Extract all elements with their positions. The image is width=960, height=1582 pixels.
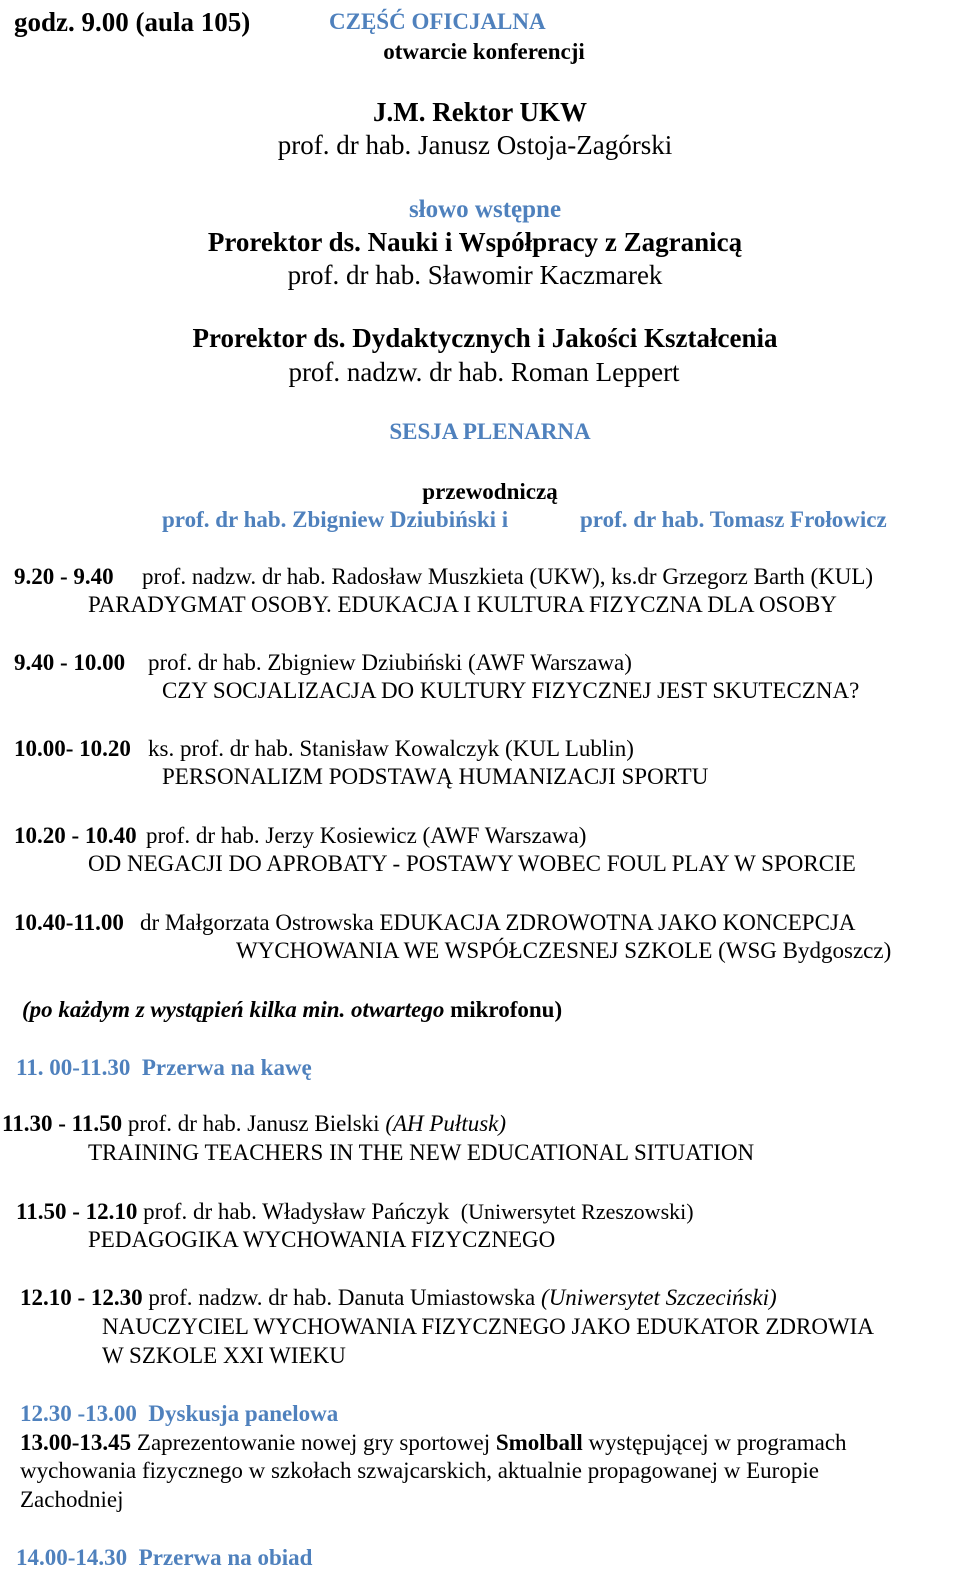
prorector2-name: prof. nadzw. dr hab. Roman Leppert bbox=[288, 357, 680, 387]
talk-time: 9.20 - 9.40 bbox=[14, 564, 114, 589]
talk-title: WYCHOWANIA WE WSPÓŁCZESNEJ SZKOLE (WSG Bydgoszcz) bbox=[236, 938, 892, 963]
talk-title: PERSONALIZM PODSTAWĄ HUMANIZACJI SPORTU bbox=[162, 764, 709, 789]
talk-affiliation: (Uniwersytet Rzeszowski) bbox=[460, 1199, 694, 1224]
smolball-time: 13.00-13.45 bbox=[20, 1430, 132, 1455]
talk-time: 11.30 - 11.50 bbox=[2, 1111, 123, 1136]
talk-title: OD NEGACJI DO APROBATY - POSTAWY WOBEC FOUL PLAY W SPORCIE bbox=[88, 851, 856, 876]
talk-speaker: prof. dr hab. Władysław Pańczyk bbox=[143, 1199, 450, 1224]
lunch-break bbox=[16, 1544, 312, 1572]
lunch-label: Przerwa na obiad bbox=[138, 1545, 313, 1570]
talk-time: 11.50 - 12.10 bbox=[16, 1199, 138, 1224]
rector-title: J.M. Rektor UKW bbox=[373, 97, 587, 127]
talk-title: PARADYGMAT OSOBY. EDUKACJA I KULTURA FIZYCZNA DLA OSOBY bbox=[88, 592, 837, 617]
talk-title: PEDAGOGIKA WYCHOWANIA FIZYCZNEGO bbox=[88, 1227, 556, 1252]
talk-speaker: prof. nadzw. dr hab. Radosław Muszkieta (UKW), ks.dr Grzegorz Barth (KUL) bbox=[142, 564, 874, 589]
talk-title: TRAINING TEACHERS IN THE NEW EDUCATIONAL SITUATION bbox=[88, 1140, 755, 1165]
smolball-text-end: występującej w programach bbox=[582, 1430, 847, 1455]
prorector2-title: Prorektor ds. Dydaktycznych i Jakości Kształcenia bbox=[192, 323, 778, 353]
panel-discussion bbox=[20, 1400, 338, 1428]
panel-time: 12.30 -13.00 bbox=[20, 1401, 137, 1426]
talk-speaker-line bbox=[16, 1198, 694, 1226]
talk-speaker: prof. dr hab. Zbigniew Dziubiński (AWF Warszawa) bbox=[148, 650, 632, 675]
note-normal: mikrofonu) bbox=[444, 997, 563, 1022]
talk-speaker: prof. dr hab. Jerzy Kosiewicz (AWF Warszawa) bbox=[146, 823, 587, 848]
note-italic: (po każdym z wystąpień kilka min. otwartego bbox=[22, 997, 445, 1022]
opening-time: godz. 9.00 (aula 105) bbox=[14, 7, 251, 37]
talk-speaker: dr Małgorzata Ostrowska EDUKACJA ZDROWOTNA JAKO KONCEPCJA bbox=[140, 910, 856, 935]
panel-label: Dyskusja panelowa bbox=[148, 1401, 339, 1426]
intro-heading: słowo wstępne bbox=[408, 196, 562, 223]
talk-speaker-line bbox=[2, 1110, 506, 1138]
microphone-note bbox=[22, 996, 562, 1024]
smolball-text: Zaprezentowanie nowej gry sportowej bbox=[131, 1430, 496, 1455]
talk-time: 10.40-11.00 bbox=[14, 910, 124, 935]
rector-name: prof. dr hab. Janusz Ostoja-Zagórski bbox=[277, 130, 673, 160]
prorector1-name: prof. dr hab. Sławomir Kaczmarek bbox=[287, 260, 663, 290]
opening-subheading: otwarcie konferencji bbox=[383, 39, 585, 64]
talk-affiliation: (AH Pułtusk) bbox=[385, 1111, 507, 1136]
official-part-heading: CZĘŚĆ OFICJALNA bbox=[329, 9, 546, 34]
talk-time: 10.20 - 10.40 bbox=[14, 823, 137, 848]
chair-1: prof. dr hab. Zbigniew Dziubiński i bbox=[162, 507, 509, 532]
coffee-break bbox=[16, 1054, 312, 1082]
talk-speaker: prof. nadzw. dr hab. Danuta Umiastowska bbox=[148, 1285, 536, 1310]
talk-time: 10.00- 10.20 bbox=[14, 736, 131, 761]
talk-speaker-line bbox=[20, 1284, 777, 1312]
plenary-heading: SESJA PLENARNA bbox=[389, 419, 591, 444]
talk-speaker: prof. dr hab. Janusz Bielski bbox=[127, 1111, 380, 1136]
talk-affiliation: (Uniwersytet Szczeciński) bbox=[541, 1285, 777, 1310]
break-time: 11. 00-11.30 bbox=[16, 1055, 131, 1080]
smolball-name: Smolball bbox=[495, 1430, 583, 1455]
talk-time: 9.40 - 10.00 bbox=[14, 650, 126, 675]
talk-speaker: ks. prof. dr hab. Stanisław Kowalczyk (KUL Lublin) bbox=[148, 736, 634, 761]
lunch-time: 14.00-14.30 bbox=[16, 1545, 128, 1570]
smolball-line bbox=[20, 1429, 847, 1457]
smolball-line-3: Zachodniej bbox=[20, 1487, 124, 1512]
talk-title: CZY SOCJALIZACJA DO KULTURY FIZYCZNEJ JEST SKUTECZNA? bbox=[162, 678, 860, 703]
prorector1-title: Prorektor ds. Nauki i Współpracy z Zagranicą bbox=[207, 227, 743, 257]
chair-2: prof. dr hab. Tomasz Frołowicz bbox=[580, 507, 887, 532]
smolball-line-2: wychowania fizycznego w szkołach szwajcarskich, aktualnie propagowanej w Europie bbox=[20, 1458, 819, 1483]
break-label: Przerwa na kawę bbox=[141, 1055, 312, 1080]
talk-title: NAUCZYCIEL WYCHOWANIA FIZYCZNEGO JAKO EDUKATOR ZDROWIA bbox=[102, 1314, 874, 1339]
talk-title-cont: W SZKOLE XXI WIEKU bbox=[102, 1343, 346, 1368]
talk-time: 12.10 - 12.30 bbox=[20, 1285, 143, 1310]
chairs-label: przewodniczą bbox=[422, 479, 558, 504]
